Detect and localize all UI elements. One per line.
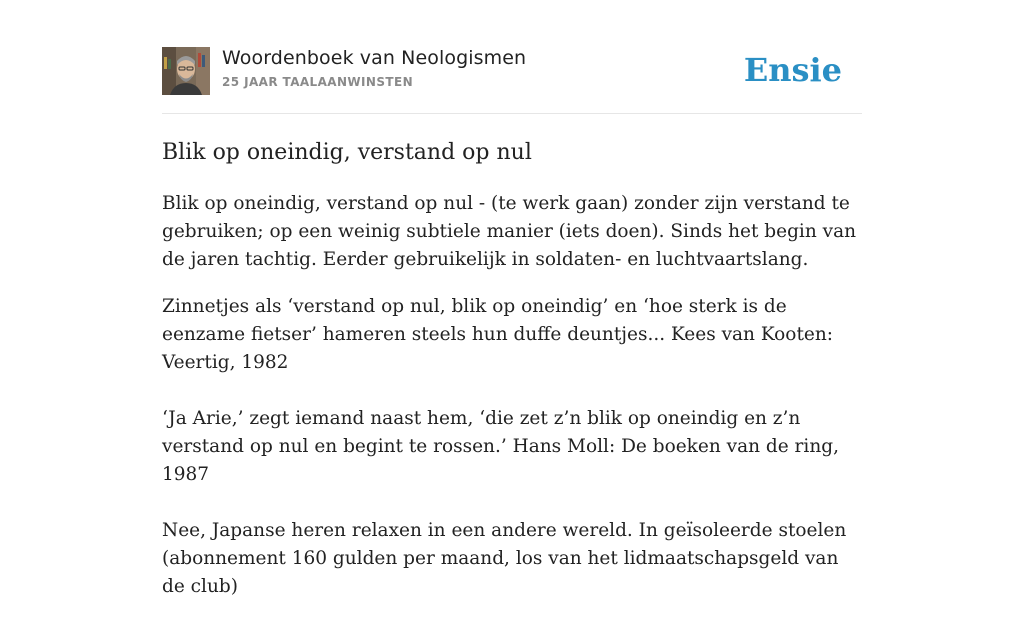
page-title: Blik op oneindig, verstand op nul (162, 140, 532, 165)
site-name[interactable]: Woordenboek van Neologismen (222, 47, 527, 69)
brand-logo[interactable]: Ensie (743, 51, 842, 89)
quote-paragraph: Nee, Japanse heren relaxen in een andere wereld. In geïsoleerde stoelen (abonnement 160 gulden per maand, los van het lidmaatschapsgeld van de club) (162, 520, 847, 597)
quote-paragraph: Zinnetjes als ‘verstand op nul, blik op oneindig’ en ‘hoe sterk is de eenzame fietser’ hameren steels hun duffe deuntjes... Kees van Kooten: Veertig, 1982 (162, 296, 833, 373)
quote-paragraph: ‘Ja Arie,’ zegt iemand naast hem, ‘die zet z’n blik op oneindig en z’n verstand op nul en begint te rossen.’ Hans Moll: De boeken van de ring, 1987 (162, 408, 839, 485)
avatar[interactable] (162, 47, 210, 95)
site-tagline: 25 JAAR TAALAANWINSTEN (222, 75, 414, 89)
article-body (162, 190, 862, 629)
header-divider (162, 113, 862, 114)
site-header (162, 46, 862, 96)
definition-paragraph: Blik op oneindig, verstand op nul - (te werk gaan) zonder zijn verstand te gebruiken; op een weinig subtiele manier (iets doen). Sinds het begin van de jaren tachtig. Eerder gebruikelijk in soldaten- en luchtvaartslang. (162, 193, 857, 270)
author-portrait-icon (162, 47, 210, 95)
